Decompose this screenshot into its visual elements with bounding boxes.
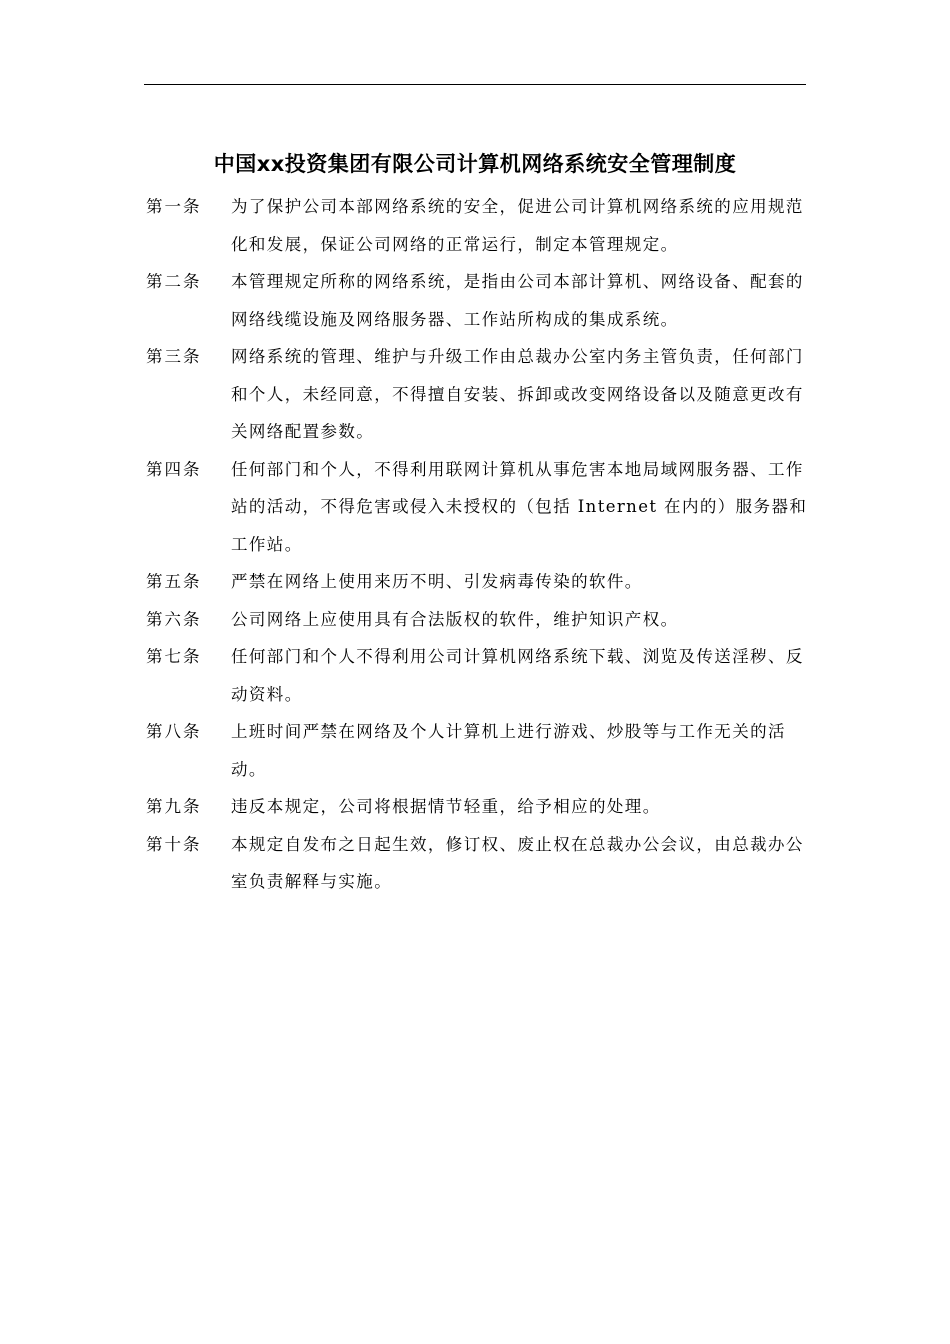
article-text: 上班时间严禁在网络及个人计算机上进行游戏、炒股等与工作无关的活动。	[231, 722, 786, 779]
article-label: 第七条	[146, 647, 202, 666]
article-label: 第九条	[146, 797, 202, 816]
article-label: 第五条	[146, 572, 202, 591]
article-text: 任何部门和个人不得利用公司计算机网络系统下载、浏览及传送淫秽、反动资料。	[231, 647, 804, 704]
article-item	[146, 638, 821, 713]
article-item	[146, 188, 821, 263]
article-label: 第一条	[146, 197, 202, 216]
article-text: 任何部门和个人，不得利用联网计算机从事危害本地局域网服务器、工作站的活动，不得危害或侵入未授权的（包括 Internet 在内的）服务器和工作站。	[231, 459, 808, 554]
article-item	[146, 826, 821, 901]
article-item	[146, 563, 821, 601]
article-text: 网络系统的管理、维护与升级工作由总裁办公室内务主管负责，任何部门和个人，未经同意，不得擅自安装、拆卸或改变网络设备以及随意更改有关网络配置参数。	[231, 347, 804, 441]
article-item	[146, 788, 821, 826]
article-text: 违反本规定，公司将根据情节轻重，给予相应的处理。	[231, 797, 661, 816]
article-label: 第三条	[146, 347, 202, 366]
article-item	[146, 338, 821, 451]
document-title: 中国xx投资集团有限公司计算机网络系统安全管理制度	[213, 152, 737, 176]
article-text: 公司网络上应使用具有合法版权的软件，维护知识产权。	[231, 609, 679, 629]
article-list	[146, 188, 821, 901]
article-item	[146, 451, 821, 564]
article-label: 第四条	[146, 459, 202, 479]
header-rule	[144, 84, 806, 85]
article-item	[146, 713, 821, 788]
article-text: 为了保护公司本部网络系统的安全，促进公司计算机网络系统的应用规范化和发展，保证公司网络的正常运行，制定本管理规定。	[231, 197, 804, 254]
article-item	[146, 601, 821, 639]
article-label: 第十条	[146, 834, 202, 854]
article-item	[146, 263, 821, 338]
article-label: 第八条	[146, 722, 202, 741]
article-label: 第二条	[146, 272, 202, 291]
article-text: 本管理规定所称的网络系统，是指由公司本部计算机、网络设备、配套的网络线缆设施及网络服务器、工作站所构成的集成系统。	[231, 272, 804, 329]
article-text: 严禁在网络上使用来历不明、引发病毒传染的软件。	[231, 572, 643, 591]
article-text: 本规定自发布之日起生效，修订权、废止权在总裁办公会议，由总裁办公室负责解释与实施。	[231, 834, 804, 891]
article-label: 第六条	[146, 609, 202, 629]
